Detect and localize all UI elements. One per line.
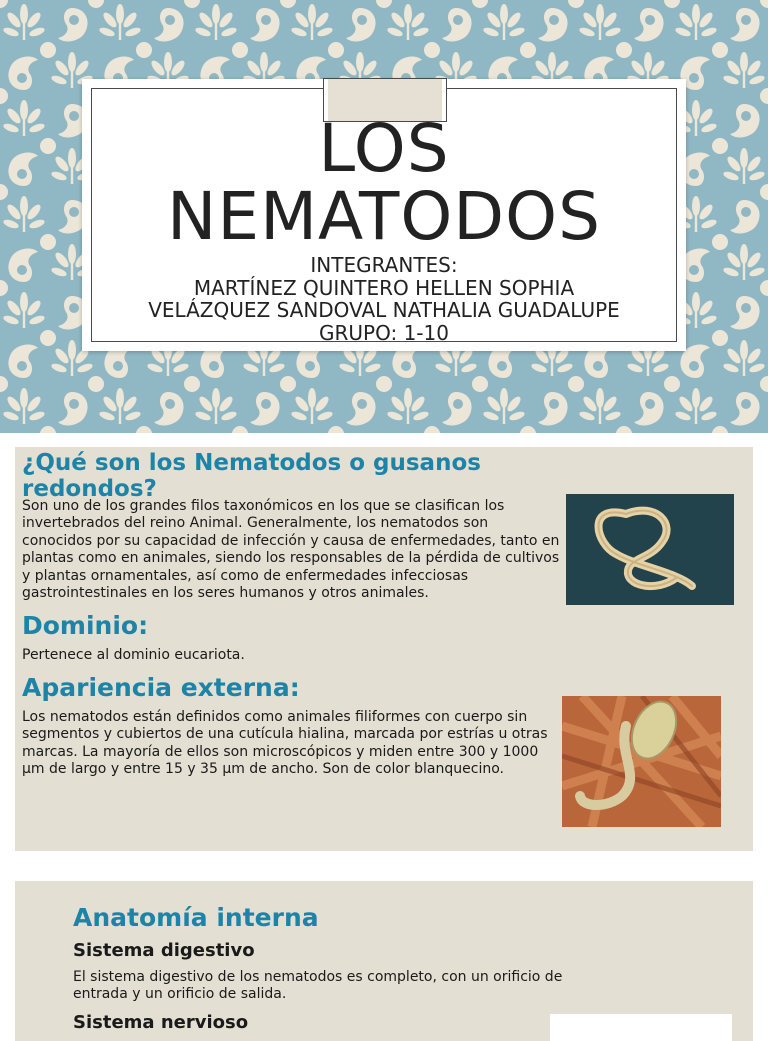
image-placeholder (550, 1014, 732, 1041)
nematode-photo-dark (566, 494, 734, 605)
intro-paragraph: Son uno de los grandes filos taxonómicos en los que se clasifican los invertebrados del reino Animal. Generalmente, los nematodos son conocidos por su capacidad de infección y causa de enfermedades, tanto en plantas como en animales, siendo los responsables de la pérdida de cultivos y plantas ornamentales, así como de enfermedades infecciosas gastrointestinales en los seres humanos y otros animales. (22, 498, 560, 602)
nematode-photo-orange (562, 696, 721, 827)
member-name: MARTÍNEZ QUINTERO HELLEN SOPHIA (193, 275, 575, 300)
subheading-nervous: Sistema nervioso (73, 1012, 249, 1033)
slide-internal-anatomy (15, 881, 753, 1041)
members-block (82, 254, 686, 344)
member-name: VELÁZQUEZ SANDOVAL NATHALIA GUADALUPE (148, 298, 620, 322)
main-title-line1: LOS (318, 110, 450, 187)
apariencia-paragraph: Los nematodos están definidos como animales filiformes con cuerpo sin segmentos y cubiertos de una cutícula hialina, marcada por estrías u otras marcas. La mayoría de ellos son microscópicos y miden entre 300 y 1000 µm de largo y entre 15 y 35 µm de ancho. Son de color blanquecino. (22, 709, 548, 778)
section-heading-what-are: ¿Qué son los Nematodos o gusanos redondos? (22, 450, 481, 502)
group-label: GRUPO: 1-10 (319, 320, 449, 345)
section-heading-anatomia: Anatomía interna (73, 903, 319, 932)
digestive-paragraph: El sistema digestivo de los nematodos es completo, con un orificio de entrada y un orificio de salida. (73, 969, 563, 1003)
title-slide (0, 0, 768, 433)
section-heading-dominio: Dominio: (22, 611, 149, 640)
dominio-paragraph: Pertenece al dominio eucariota. (22, 647, 245, 663)
members-label: INTEGRANTES: (310, 253, 458, 277)
subheading-digestive: Sistema digestivo (73, 940, 255, 961)
section-heading-apariencia: Apariencia externa: (22, 673, 300, 702)
main-title-line2: NEMATODOS (167, 178, 601, 255)
slide-what-are-nematodes (15, 447, 753, 851)
title-card (82, 79, 686, 351)
